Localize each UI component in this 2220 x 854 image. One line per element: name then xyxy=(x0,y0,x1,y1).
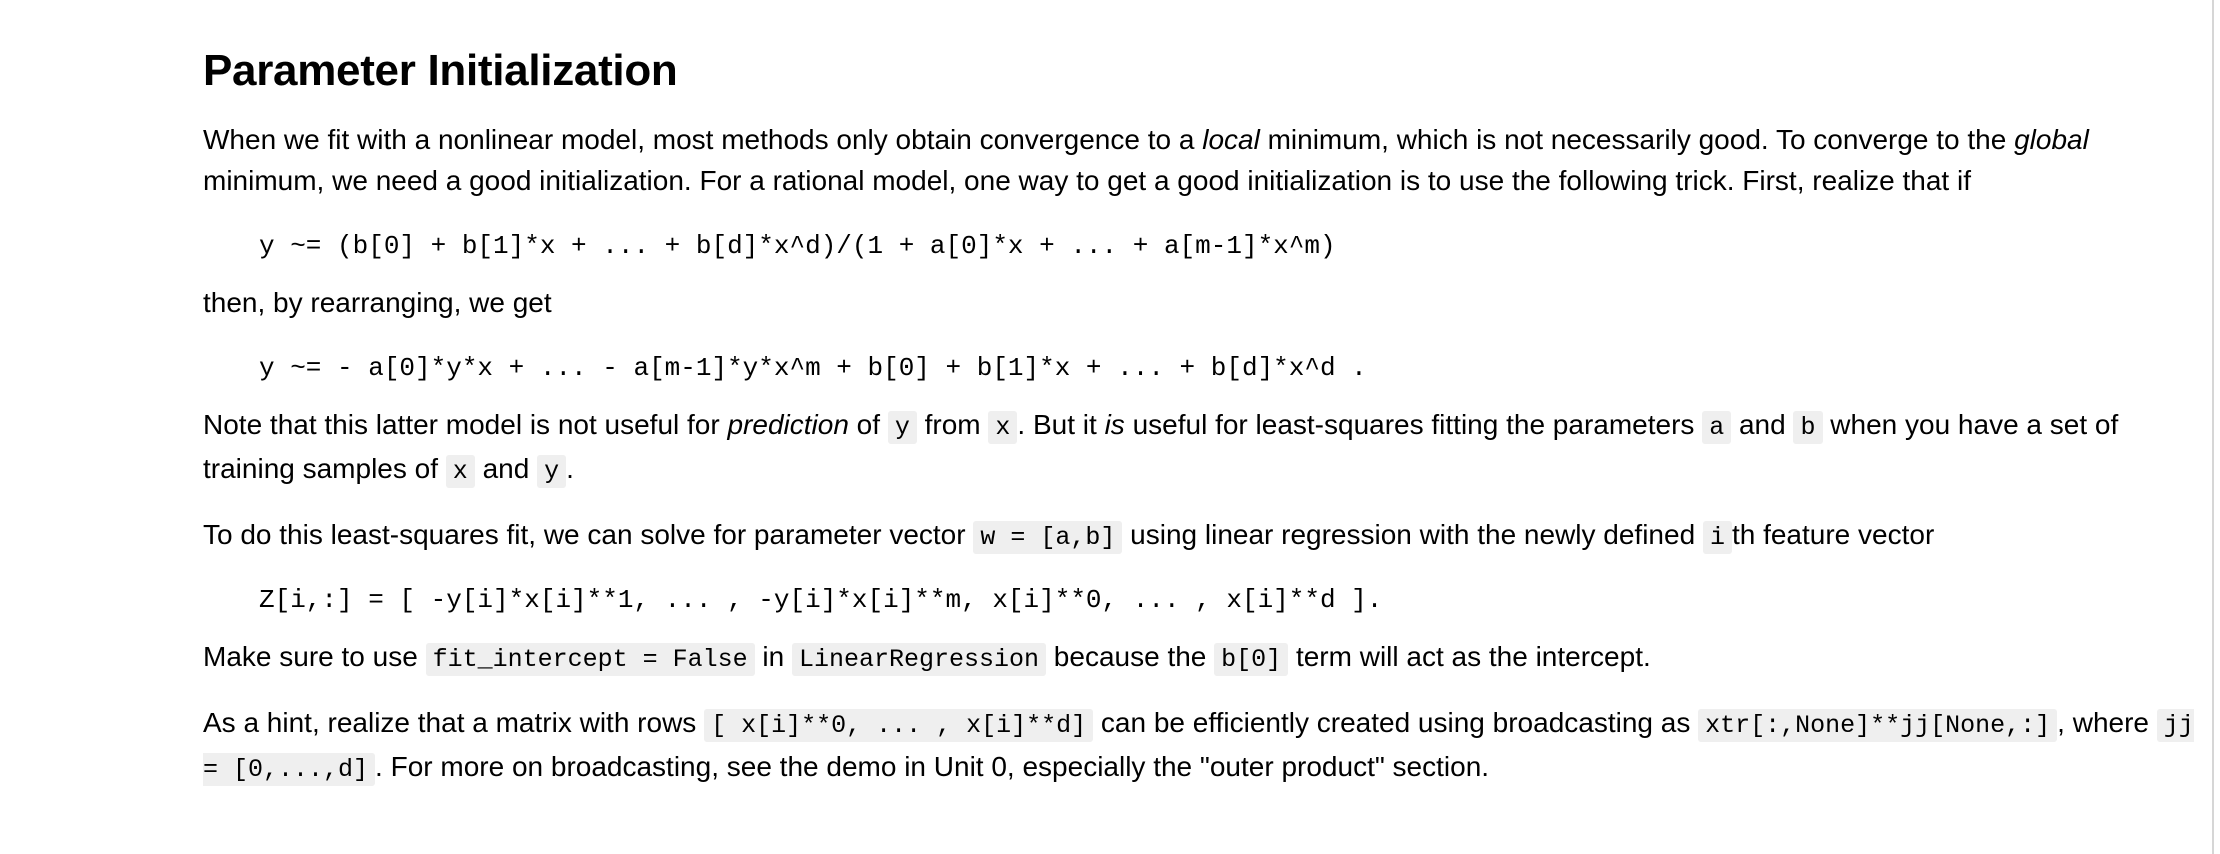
inline-code-linear-regression: LinearRegression xyxy=(792,643,1046,676)
text-run: , where xyxy=(2057,707,2157,738)
text-run: of xyxy=(848,409,888,440)
text-run: To do this least-squares fit, we can solve for parameter vector xyxy=(203,519,974,550)
emphasis-local: local xyxy=(1202,124,1260,155)
text-run: term will act as the intercept. xyxy=(1288,641,1651,672)
text-run: when you have a set of training samples of xyxy=(203,409,2119,484)
inline-code-rows: [ x[i]**0, ... , x[i]**d] xyxy=(704,709,1093,742)
inline-code-i: i xyxy=(1703,521,1732,554)
text-run: When we fit with a nonlinear model, most methods only obtain convergence to a xyxy=(203,124,1203,155)
code-block-rational-model: y ~= (b[0] + b[1]*x + ... + b[d]*x^d)/(1 + a[0]*x + ... + a[m-1]*x^m) xyxy=(259,231,1336,261)
paragraph-fit-intercept xyxy=(203,636,2203,680)
inline-code-x: x xyxy=(446,455,475,488)
paragraph-broadcasting-hint xyxy=(203,702,2203,790)
text-run: minimum, we need a good initialization. For a rational model, one way to get a good initialization is to use the following trick. First, realize that if xyxy=(203,165,1971,196)
inline-code-x: x xyxy=(988,411,1017,444)
text-run: . xyxy=(566,453,574,484)
document-content xyxy=(203,0,2203,790)
text-run: th feature vector xyxy=(1731,519,1935,550)
code-block-feature-vector: Z[i,:] = [ -y[i]*x[i]**1, ... , -y[i]*x[i]**m, x[i]**0, ... , x[i]**d ]. xyxy=(259,585,1383,615)
inline-code-b0: b[0] xyxy=(1214,643,1288,676)
paragraph-least-squares xyxy=(203,514,2203,558)
inline-code-y: y xyxy=(537,455,566,488)
page-title: Parameter Initialization xyxy=(203,46,678,95)
text-run: from xyxy=(916,409,989,440)
inline-code-a: a xyxy=(1702,411,1731,444)
text-run: and xyxy=(474,453,538,484)
inline-code-w: w = [a,b] xyxy=(973,521,1122,554)
paragraph-rearranging: then, by rearranging, we get xyxy=(203,287,552,318)
text-run: can be efficiently created using broadcasting as xyxy=(1093,707,1699,738)
paragraph-intro xyxy=(203,119,2203,201)
text-run: Make sure to use xyxy=(203,641,426,672)
text-run: using linear regression with the newly defined xyxy=(1122,519,1703,550)
text-run: . But it xyxy=(1017,409,1105,440)
inline-code-y: y xyxy=(888,411,917,444)
scrollbar-edge[interactable] xyxy=(2212,0,2214,854)
emphasis-is: is xyxy=(1104,409,1125,440)
inline-code-jj: jj = [0,...,d] xyxy=(203,711,2194,784)
text-run: . For more on broadcasting, see the demo in Unit 0, especially the "outer product" section. xyxy=(375,751,1490,782)
text-run: Note that this latter model is not useful for xyxy=(203,409,728,440)
inline-code-fit-intercept: fit_intercept = False xyxy=(426,643,755,676)
inline-code-b: b xyxy=(1793,411,1822,444)
text-run: because the xyxy=(1046,641,1215,672)
emphasis-prediction: prediction xyxy=(727,409,849,440)
text-run: and xyxy=(1731,409,1794,440)
text-run: in xyxy=(754,641,792,672)
text-run: minimum, which is not necessarily good. To converge to the xyxy=(1259,124,2015,155)
text-run: useful for least-squares fitting the parameters xyxy=(1124,409,1703,440)
inline-code-xtr: xtr[:,None]**jj[None,:] xyxy=(1698,709,2057,742)
paragraph-prediction-note xyxy=(203,404,2203,492)
emphasis-global: global xyxy=(2014,124,2089,155)
code-block-rearranged-model: y ~= - a[0]*y*x + ... - a[m-1]*y*x^m + b[0] + b[1]*x + ... + b[d]*x^d . xyxy=(259,353,1367,383)
text-run: As a hint, realize that a matrix with rows xyxy=(203,707,705,738)
